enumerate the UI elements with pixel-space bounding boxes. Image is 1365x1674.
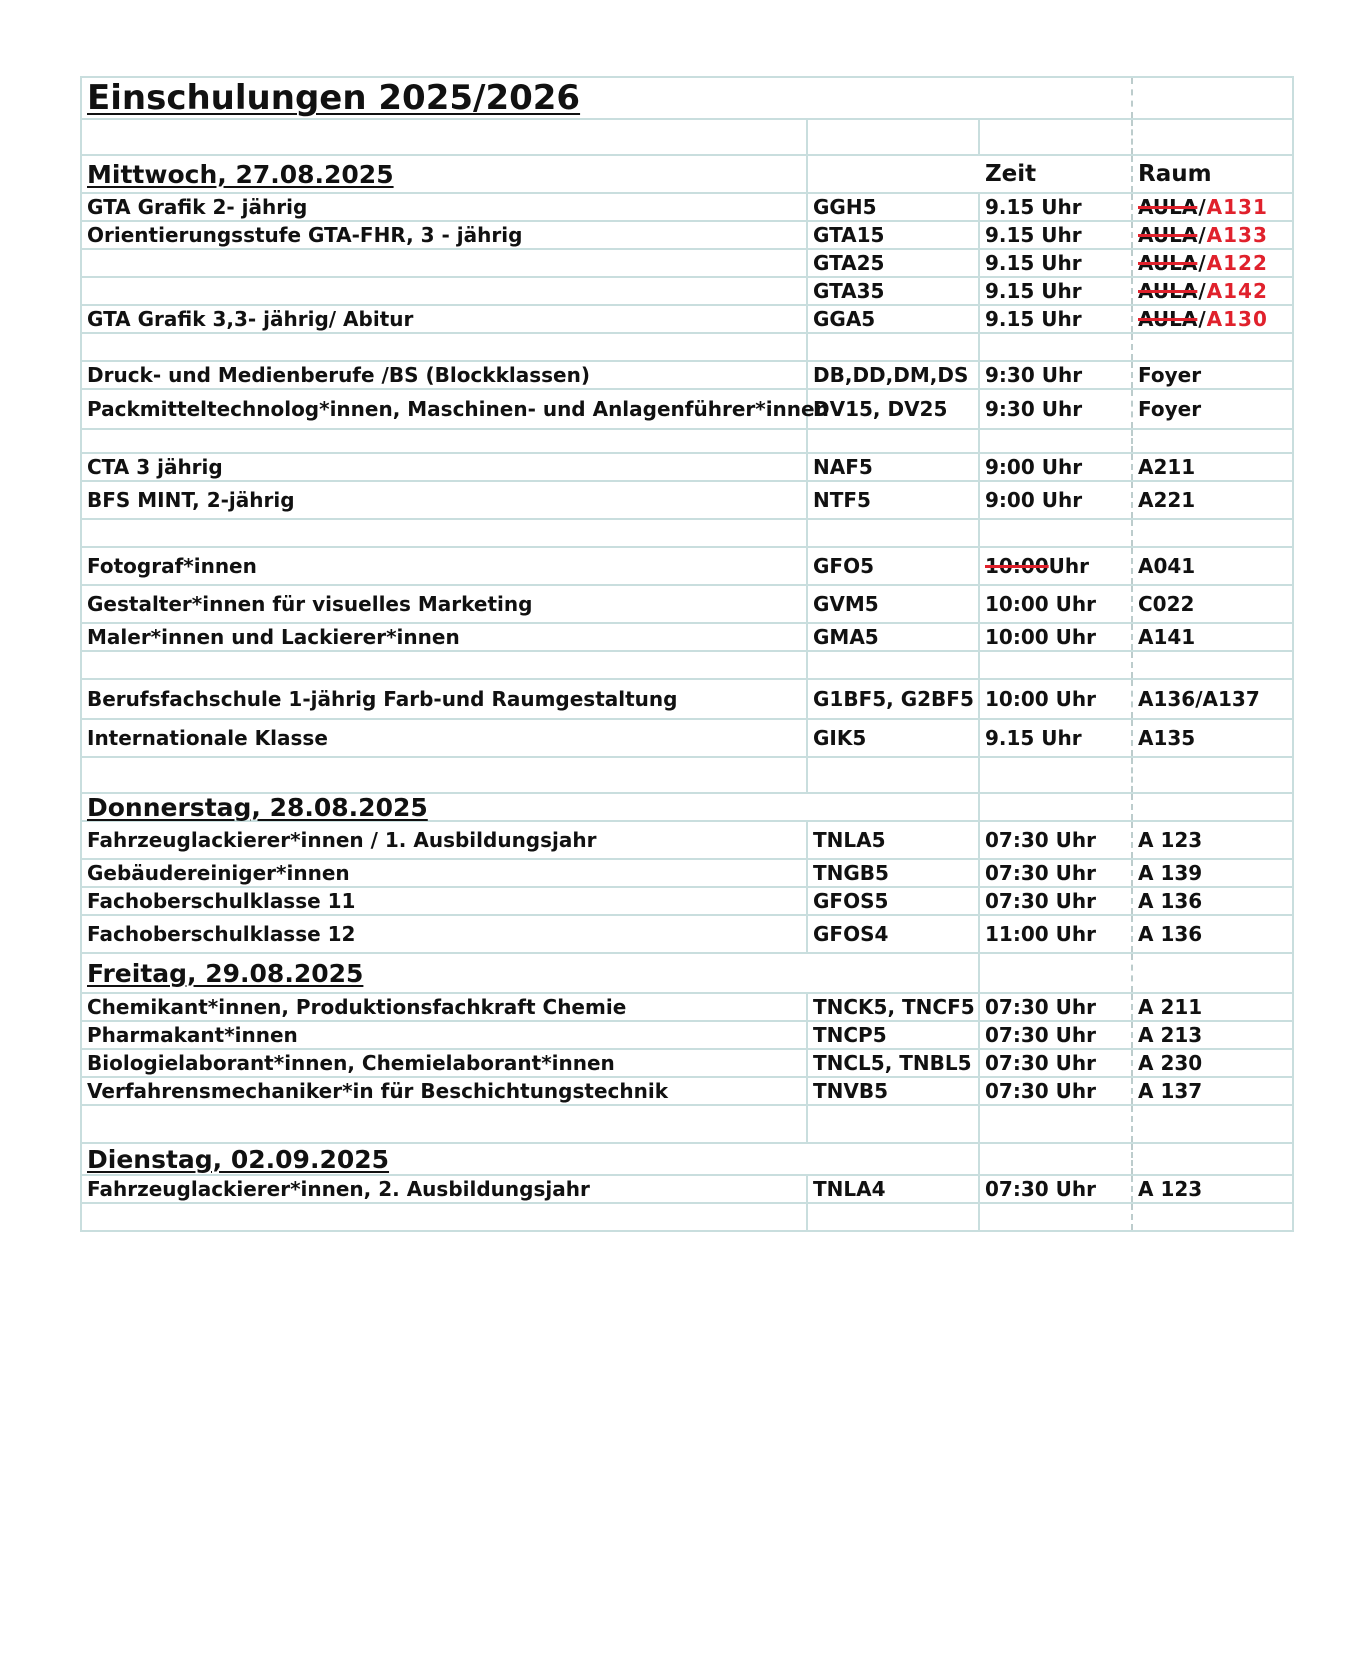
class-code bbox=[808, 520, 980, 546]
room-old-struck: AULA bbox=[1138, 251, 1198, 275]
table-row bbox=[82, 454, 1294, 482]
program-name: Packmitteltechnolog*innen, Maschinen- und Anlagenführer*innen bbox=[82, 390, 808, 428]
room-cell: A 136 bbox=[1133, 888, 1294, 914]
schedule-table bbox=[80, 76, 1294, 1232]
class-code: GGA5 bbox=[808, 306, 980, 332]
class-code: GTA35 bbox=[808, 278, 980, 304]
program-name: Maler*innen und Lackierer*innen bbox=[82, 624, 808, 650]
program-name bbox=[82, 278, 808, 304]
column-header-raum: Raum bbox=[1133, 156, 1294, 192]
time-cell: 10:00 Uhr bbox=[980, 586, 1133, 622]
column-header-zeit bbox=[980, 1144, 1133, 1174]
room-cell bbox=[1133, 222, 1294, 248]
program-name: Pharmakant*innen bbox=[82, 1022, 808, 1048]
table-row bbox=[82, 822, 1294, 860]
spacer-row bbox=[82, 1106, 1294, 1144]
time-cell bbox=[980, 430, 1133, 452]
room-cell bbox=[1133, 1204, 1294, 1230]
program-name: Fachoberschulklasse 12 bbox=[82, 916, 808, 952]
room-cell: A 211 bbox=[1133, 994, 1294, 1020]
program-name bbox=[82, 758, 808, 792]
day-heading: Freitag, 29.08.2025 bbox=[87, 958, 364, 988]
class-code bbox=[808, 1204, 980, 1230]
room-cell: Foyer bbox=[1133, 390, 1294, 428]
room-cell: A 139 bbox=[1133, 860, 1294, 886]
room-old-struck: AULA bbox=[1138, 307, 1198, 331]
room-cell bbox=[1133, 652, 1294, 678]
time-cell: 07:30 Uhr bbox=[980, 860, 1133, 886]
program-name: Orientierungsstufe GTA-FHR, 3 - jährig bbox=[82, 222, 808, 248]
program-name: Fachoberschulklasse 11 bbox=[82, 888, 808, 914]
column-header-zeit bbox=[980, 954, 1133, 992]
room-cell: A 213 bbox=[1133, 1022, 1294, 1048]
time-cell bbox=[980, 758, 1133, 792]
program-name: Fahrzeuglackierer*innen, 2. Ausbildungsjahr bbox=[82, 1176, 808, 1202]
time-cell: 9:30 Uhr bbox=[980, 362, 1133, 388]
room-cell bbox=[1133, 430, 1294, 452]
time-cell bbox=[980, 1204, 1133, 1230]
time-cell: 9.15 Uhr bbox=[980, 222, 1133, 248]
table-row bbox=[82, 1022, 1294, 1050]
spacer-row bbox=[82, 652, 1294, 680]
column-header-zeit bbox=[980, 794, 1133, 820]
time-cell bbox=[980, 548, 1133, 584]
class-code: TNLA4 bbox=[808, 1176, 980, 1202]
table-row bbox=[82, 888, 1294, 916]
room-cell: Foyer bbox=[1133, 362, 1294, 388]
time-cell: 11:00 Uhr bbox=[980, 916, 1133, 952]
program-name: Internationale Klasse bbox=[82, 720, 808, 756]
spacer-row bbox=[82, 520, 1294, 548]
room-cell bbox=[1133, 334, 1294, 360]
program-name: Fahrzeuglackierer*innen / 1. Ausbildungsjahr bbox=[82, 822, 808, 858]
room-cell: C022 bbox=[1133, 586, 1294, 622]
room-cell bbox=[1133, 306, 1294, 332]
day-header-row bbox=[82, 954, 1294, 994]
class-code: TNGB5 bbox=[808, 860, 980, 886]
class-code: GTA15 bbox=[808, 222, 980, 248]
time-cell: 9:00 Uhr bbox=[980, 482, 1133, 518]
program-name: Berufsfachschule 1-jährig Farb-und Raumgestaltung bbox=[82, 680, 808, 718]
time-cell: 07:30 Uhr bbox=[980, 822, 1133, 858]
program-name: GTA Grafik 3,3- jährig/ Abitur bbox=[82, 306, 808, 332]
time-cell bbox=[980, 334, 1133, 360]
table-row bbox=[82, 994, 1294, 1022]
day-header-row bbox=[82, 1144, 1294, 1176]
time-cell: 9.15 Uhr bbox=[980, 194, 1133, 220]
class-code: DV15, DV25 bbox=[808, 390, 980, 428]
class-code: DB,DD,DM,DS bbox=[808, 362, 980, 388]
class-code: GFO5 bbox=[808, 548, 980, 584]
room-old-struck: AULA bbox=[1138, 195, 1198, 219]
room-cell bbox=[1133, 194, 1294, 220]
time-cell: 9:30 Uhr bbox=[980, 390, 1133, 428]
room-cell: A136/A137 bbox=[1133, 680, 1294, 718]
column-header-raum bbox=[1133, 1144, 1294, 1174]
day-header-row bbox=[82, 794, 1294, 822]
class-code: NTF5 bbox=[808, 482, 980, 518]
class-code: GTA25 bbox=[808, 250, 980, 276]
class-code bbox=[808, 1106, 980, 1142]
room-cell: A041 bbox=[1133, 548, 1294, 584]
room-separator: / bbox=[1198, 279, 1206, 303]
room-cell: A 230 bbox=[1133, 1050, 1294, 1076]
class-code bbox=[808, 430, 980, 452]
class-code: GFOS5 bbox=[808, 888, 980, 914]
day-heading: Dienstag, 02.09.2025 bbox=[87, 1144, 390, 1174]
time-cell bbox=[980, 520, 1133, 546]
room-cell: A135 bbox=[1133, 720, 1294, 756]
time-cell: 9.15 Uhr bbox=[980, 250, 1133, 276]
program-name: Gebäudereiniger*innen bbox=[82, 860, 808, 886]
room-cell: A211 bbox=[1133, 454, 1294, 480]
class-code bbox=[808, 758, 980, 792]
class-code: G1BF5, G2BF5 bbox=[808, 680, 980, 718]
class-code: TNVB5 bbox=[808, 1078, 980, 1104]
column-header-zeit: Zeit bbox=[980, 156, 1133, 192]
room-cell: A221 bbox=[1133, 482, 1294, 518]
program-name bbox=[82, 334, 808, 360]
class-code bbox=[808, 652, 980, 678]
program-name: Biologielaborant*innen, Chemielaborant*innen bbox=[82, 1050, 808, 1076]
program-name: Chemikant*innen, Produktionsfachkraft Chemie bbox=[82, 994, 808, 1020]
room-cell: A141 bbox=[1133, 624, 1294, 650]
time-cell: 07:30 Uhr bbox=[980, 994, 1133, 1020]
time-cell: 9:00 Uhr bbox=[980, 454, 1133, 480]
day-header-row bbox=[82, 156, 1294, 194]
time-cell: 07:30 Uhr bbox=[980, 1022, 1133, 1048]
program-name bbox=[82, 1106, 808, 1142]
room-separator: / bbox=[1198, 195, 1206, 219]
room-cell: A 137 bbox=[1133, 1078, 1294, 1104]
day-heading: Mittwoch, 27.08.2025 bbox=[82, 156, 808, 192]
table-row bbox=[82, 916, 1294, 954]
program-name: Druck- und Medienberufe /BS (Blockklassen) bbox=[82, 362, 808, 388]
class-code: GGH5 bbox=[808, 194, 980, 220]
room-cell: A 136 bbox=[1133, 916, 1294, 952]
table-row bbox=[82, 680, 1294, 720]
table-row bbox=[82, 720, 1294, 758]
room-cell bbox=[1133, 758, 1294, 792]
class-code: GFOS4 bbox=[808, 916, 980, 952]
program-name bbox=[82, 652, 808, 678]
time-old-struck: 10:00 bbox=[985, 554, 1049, 578]
program-name: CTA 3 jährig bbox=[82, 454, 808, 480]
time-cell bbox=[980, 652, 1133, 678]
class-code: GIK5 bbox=[808, 720, 980, 756]
table-row bbox=[82, 1176, 1294, 1204]
room-new: A130 bbox=[1206, 307, 1268, 331]
time-unit: Uhr bbox=[1048, 554, 1090, 578]
table-row bbox=[82, 624, 1294, 652]
table-row bbox=[82, 306, 1294, 334]
time-cell: 07:30 Uhr bbox=[980, 1078, 1133, 1104]
time-cell: 07:30 Uhr bbox=[980, 888, 1133, 914]
program-name bbox=[82, 520, 808, 546]
program-name bbox=[82, 250, 808, 276]
program-name bbox=[82, 430, 808, 452]
class-code: TNLA5 bbox=[808, 822, 980, 858]
room-cell bbox=[1133, 1106, 1294, 1142]
table-row bbox=[82, 362, 1294, 390]
title-row bbox=[82, 78, 1294, 120]
table-row bbox=[82, 390, 1294, 430]
table-row bbox=[82, 1078, 1294, 1106]
room-new: A133 bbox=[1206, 223, 1268, 247]
column-header-raum bbox=[1133, 794, 1294, 820]
page-title: Einschulungen 2025/2026 bbox=[87, 78, 581, 118]
class-code: TNCK5, TNCF5 bbox=[808, 994, 980, 1020]
time-cell: 07:30 Uhr bbox=[980, 1176, 1133, 1202]
class-code: TNCL5, TNBL5 bbox=[808, 1050, 980, 1076]
table-row bbox=[82, 222, 1294, 250]
time-cell: 9.15 Uhr bbox=[980, 720, 1133, 756]
time-cell: 9.15 Uhr bbox=[980, 306, 1133, 332]
column-header-raum bbox=[1133, 954, 1294, 992]
time-cell: 07:30 Uhr bbox=[980, 1050, 1133, 1076]
class-code: TNCP5 bbox=[808, 1022, 980, 1048]
class-code bbox=[808, 334, 980, 360]
program-name: Gestalter*innen für visuelles Marketing bbox=[82, 586, 808, 622]
room-new: A131 bbox=[1206, 195, 1268, 219]
class-code: NAF5 bbox=[808, 454, 980, 480]
room-cell bbox=[1133, 520, 1294, 546]
time-cell bbox=[980, 1106, 1133, 1142]
table-row bbox=[82, 482, 1294, 520]
time-cell: 9.15 Uhr bbox=[980, 278, 1133, 304]
room-cell bbox=[1133, 250, 1294, 276]
table-row bbox=[82, 548, 1294, 586]
time-cell: 10:00 Uhr bbox=[980, 624, 1133, 650]
class-code: GVM5 bbox=[808, 586, 980, 622]
room-separator: / bbox=[1198, 307, 1206, 331]
table-row bbox=[82, 278, 1294, 306]
room-new: A142 bbox=[1206, 279, 1268, 303]
program-name: Fotograf*innen bbox=[82, 548, 808, 584]
room-separator: / bbox=[1198, 251, 1206, 275]
spacer-row bbox=[82, 1204, 1294, 1232]
room-new: A122 bbox=[1206, 251, 1268, 275]
room-cell bbox=[1133, 278, 1294, 304]
table-row bbox=[82, 194, 1294, 222]
table-row bbox=[82, 860, 1294, 888]
room-old-struck: AULA bbox=[1138, 223, 1198, 247]
day-heading: Donnerstag, 28.08.2025 bbox=[87, 792, 428, 822]
room-cell: A 123 bbox=[1133, 1176, 1294, 1202]
class-code: GMA5 bbox=[808, 624, 980, 650]
spacer-row bbox=[82, 120, 1294, 156]
program-name bbox=[82, 1204, 808, 1230]
room-cell: A 123 bbox=[1133, 822, 1294, 858]
room-separator: / bbox=[1198, 223, 1206, 247]
program-name: Verfahrensmechaniker*in für Beschichtungstechnik bbox=[82, 1078, 808, 1104]
program-name: BFS MINT, 2-jährig bbox=[82, 482, 808, 518]
table-row bbox=[82, 1050, 1294, 1078]
spacer-row bbox=[82, 334, 1294, 362]
time-cell: 10:00 Uhr bbox=[980, 680, 1133, 718]
program-name: GTA Grafik 2- jährig bbox=[82, 194, 808, 220]
table-row bbox=[82, 250, 1294, 278]
spacer-row bbox=[82, 758, 1294, 794]
table-row bbox=[82, 586, 1294, 624]
room-old-struck: AULA bbox=[1138, 279, 1198, 303]
spacer-row bbox=[82, 430, 1294, 454]
